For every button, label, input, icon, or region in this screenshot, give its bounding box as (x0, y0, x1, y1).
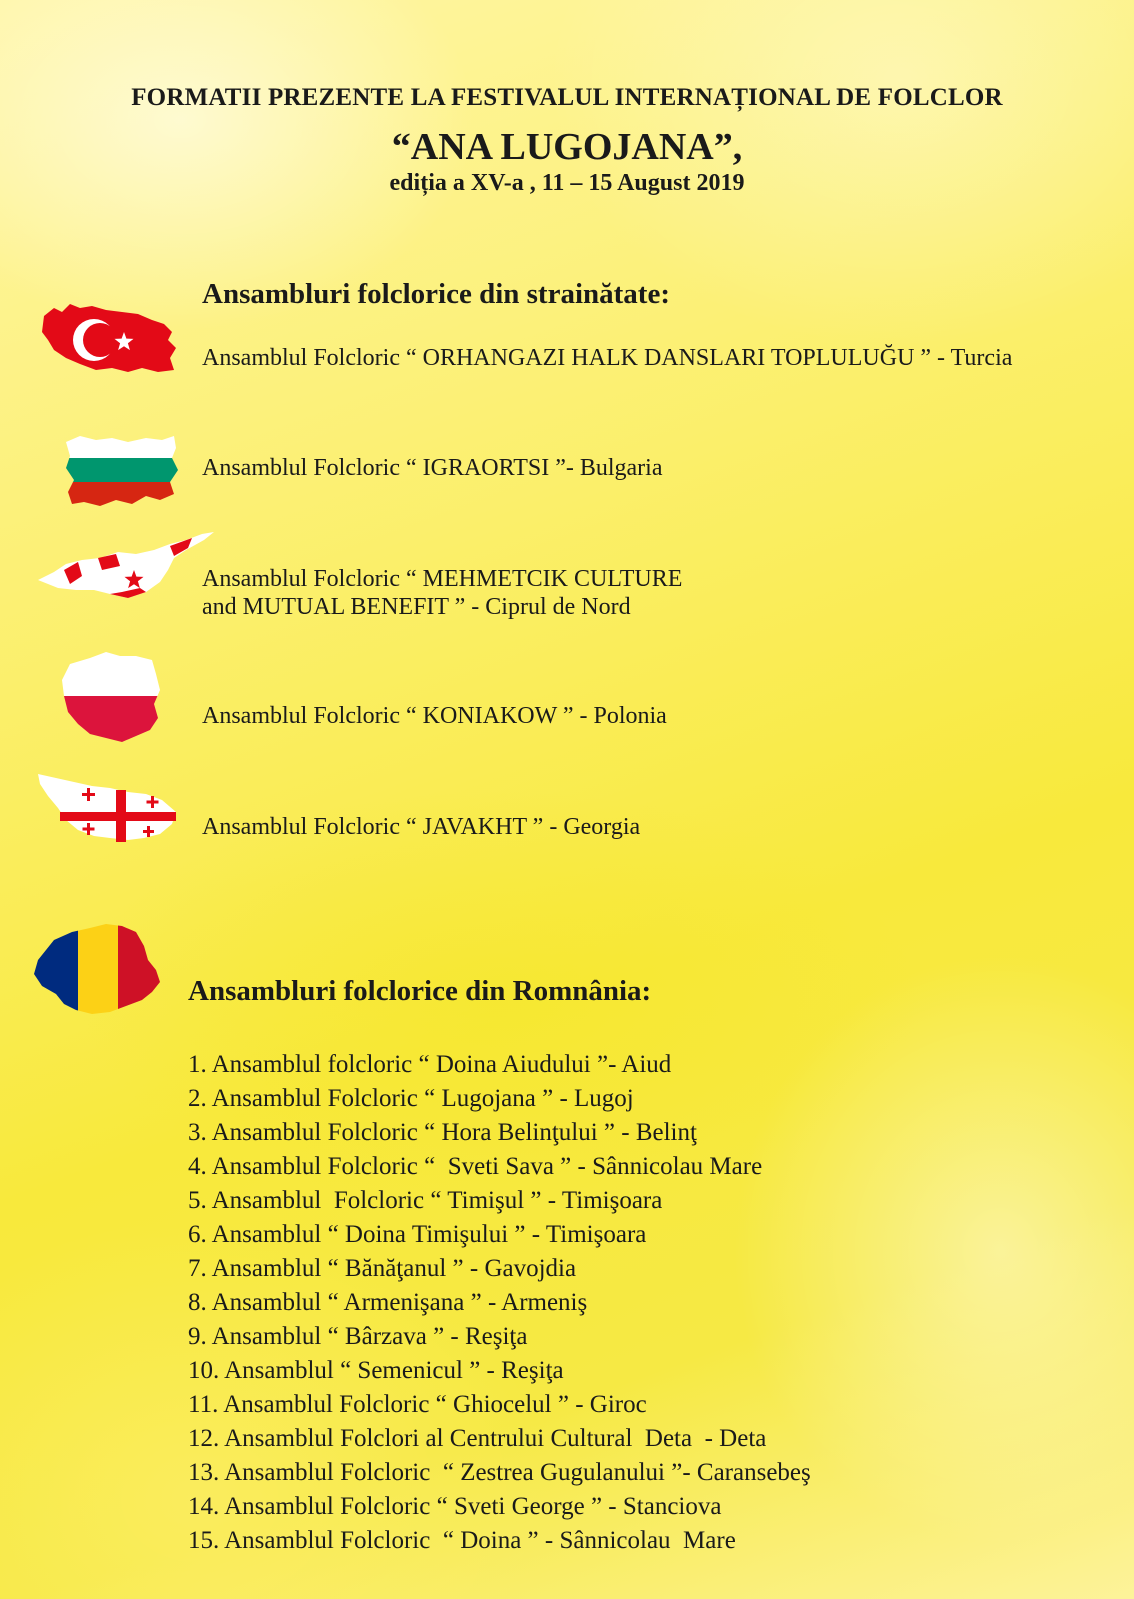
list-item: 12. Ansamblul Folclori al Centrului Cultural Deta - Deta (188, 1425, 767, 1452)
foreign-ensemble-northern-cyprus (202, 565, 682, 621)
georgia-map-flag-icon (36, 772, 180, 846)
foreign-ensemble-poland-text: Ansamblul Folcloric “ KONIAKOW ” - Polonia (202, 703, 667, 729)
list-item: 11. Ansamblul Folcloric “ Ghiocelul ” - Giroc (188, 1391, 647, 1418)
edition-dates: ediția a XV-a , 11 – 15 August 2019 (389, 170, 745, 196)
foreign-ensemble-georgia-text: Ansamblul Folcloric “ JAVAKHT ” - Georgia (202, 814, 641, 840)
list-item: 2. Ansamblul Folcloric “ Lugojana ” - Lugoj (188, 1085, 634, 1112)
festival-title: “ANA LUGOJANA”, (391, 126, 743, 168)
list-item: 10. Ansamblul “ Semenicul ” - Reşiţa (188, 1357, 564, 1384)
foreign-ensemble-northern-cyprus-line-1: Ansamblul Folcloric “ MEHMETCIK CULTURE (202, 566, 683, 592)
list-item: 8. Ansamblul “ Armenişana ” - Armeniş (188, 1289, 588, 1316)
list-item: 9. Ansamblul “ Bârzava ” - Reşiţa (188, 1323, 528, 1350)
romania-section-title: Ansambluri folclorice din Romnânia: (188, 975, 652, 1007)
northern-cyprus-map-flag-icon (36, 530, 218, 602)
foreign-ensemble-bulgaria (202, 454, 662, 482)
list-item: 6. Ansamblul “ Doina Timişului ” - Timişoara (188, 1221, 647, 1248)
list-item: 7. Ansamblul “ Bănăţanul ” - Gavojdia (188, 1255, 577, 1282)
list-item: 14. Ansamblul Folcloric “ Sveti George ” - Stanciova (188, 1493, 722, 1520)
bulgaria-map-flag-icon (62, 432, 180, 510)
list-item: 15. Ansamblul Folcloric “ Doina ” - Sânnicolau Mare (188, 1527, 736, 1554)
foreign-section-title: Ansambluri folclorice din strainătate: (202, 278, 670, 310)
list-item: 5. Ansamblul Folcloric “ Timişul ” - Timişoara (188, 1187, 663, 1214)
list-item: 3. Ansamblul Folcloric “ Hora Belinţului ” - Belinţ (188, 1119, 697, 1146)
list-item: 1. Ansamblul folcloric “ Doina Aiudului ”- Aiud (188, 1051, 672, 1078)
romania-map-flag-icon (32, 920, 162, 1016)
list-item: 4. Ansamblul Folcloric “ Sveti Sava ” - Sânnicolau Mare (188, 1153, 763, 1180)
list-item: 13. Ansamblul Folcloric “ Zestrea Gugulanului ”- Caransebeş (188, 1459, 811, 1486)
foreign-ensemble-georgia (202, 813, 640, 841)
foreign-ensemble-poland (202, 702, 667, 730)
foreign-ensemble-turkey-text: Ansamblul Folcloric “ ORHANGAZI HALK DANSLARI TOPLULUĞU ” - Turcia (202, 345, 1013, 371)
header-line-1: FORMATII PREZENTE LA FESTIVALUL INTERNAȚIONAL DE FOLCLOR (131, 84, 1003, 111)
romania-ensemble-list (188, 1048, 811, 1558)
foreign-ensemble-northern-cyprus-line-2: and MUTUAL BENEFIT ” - Ciprul de Nord (202, 594, 631, 620)
foreign-ensemble-bulgaria-text: Ansamblul Folcloric “ IGRAORTSI ”- Bulgaria (202, 455, 663, 481)
foreign-ensemble-turkey (202, 344, 1012, 372)
poland-map-flag-icon (60, 650, 164, 746)
turkey-map-flag-icon (40, 298, 180, 380)
